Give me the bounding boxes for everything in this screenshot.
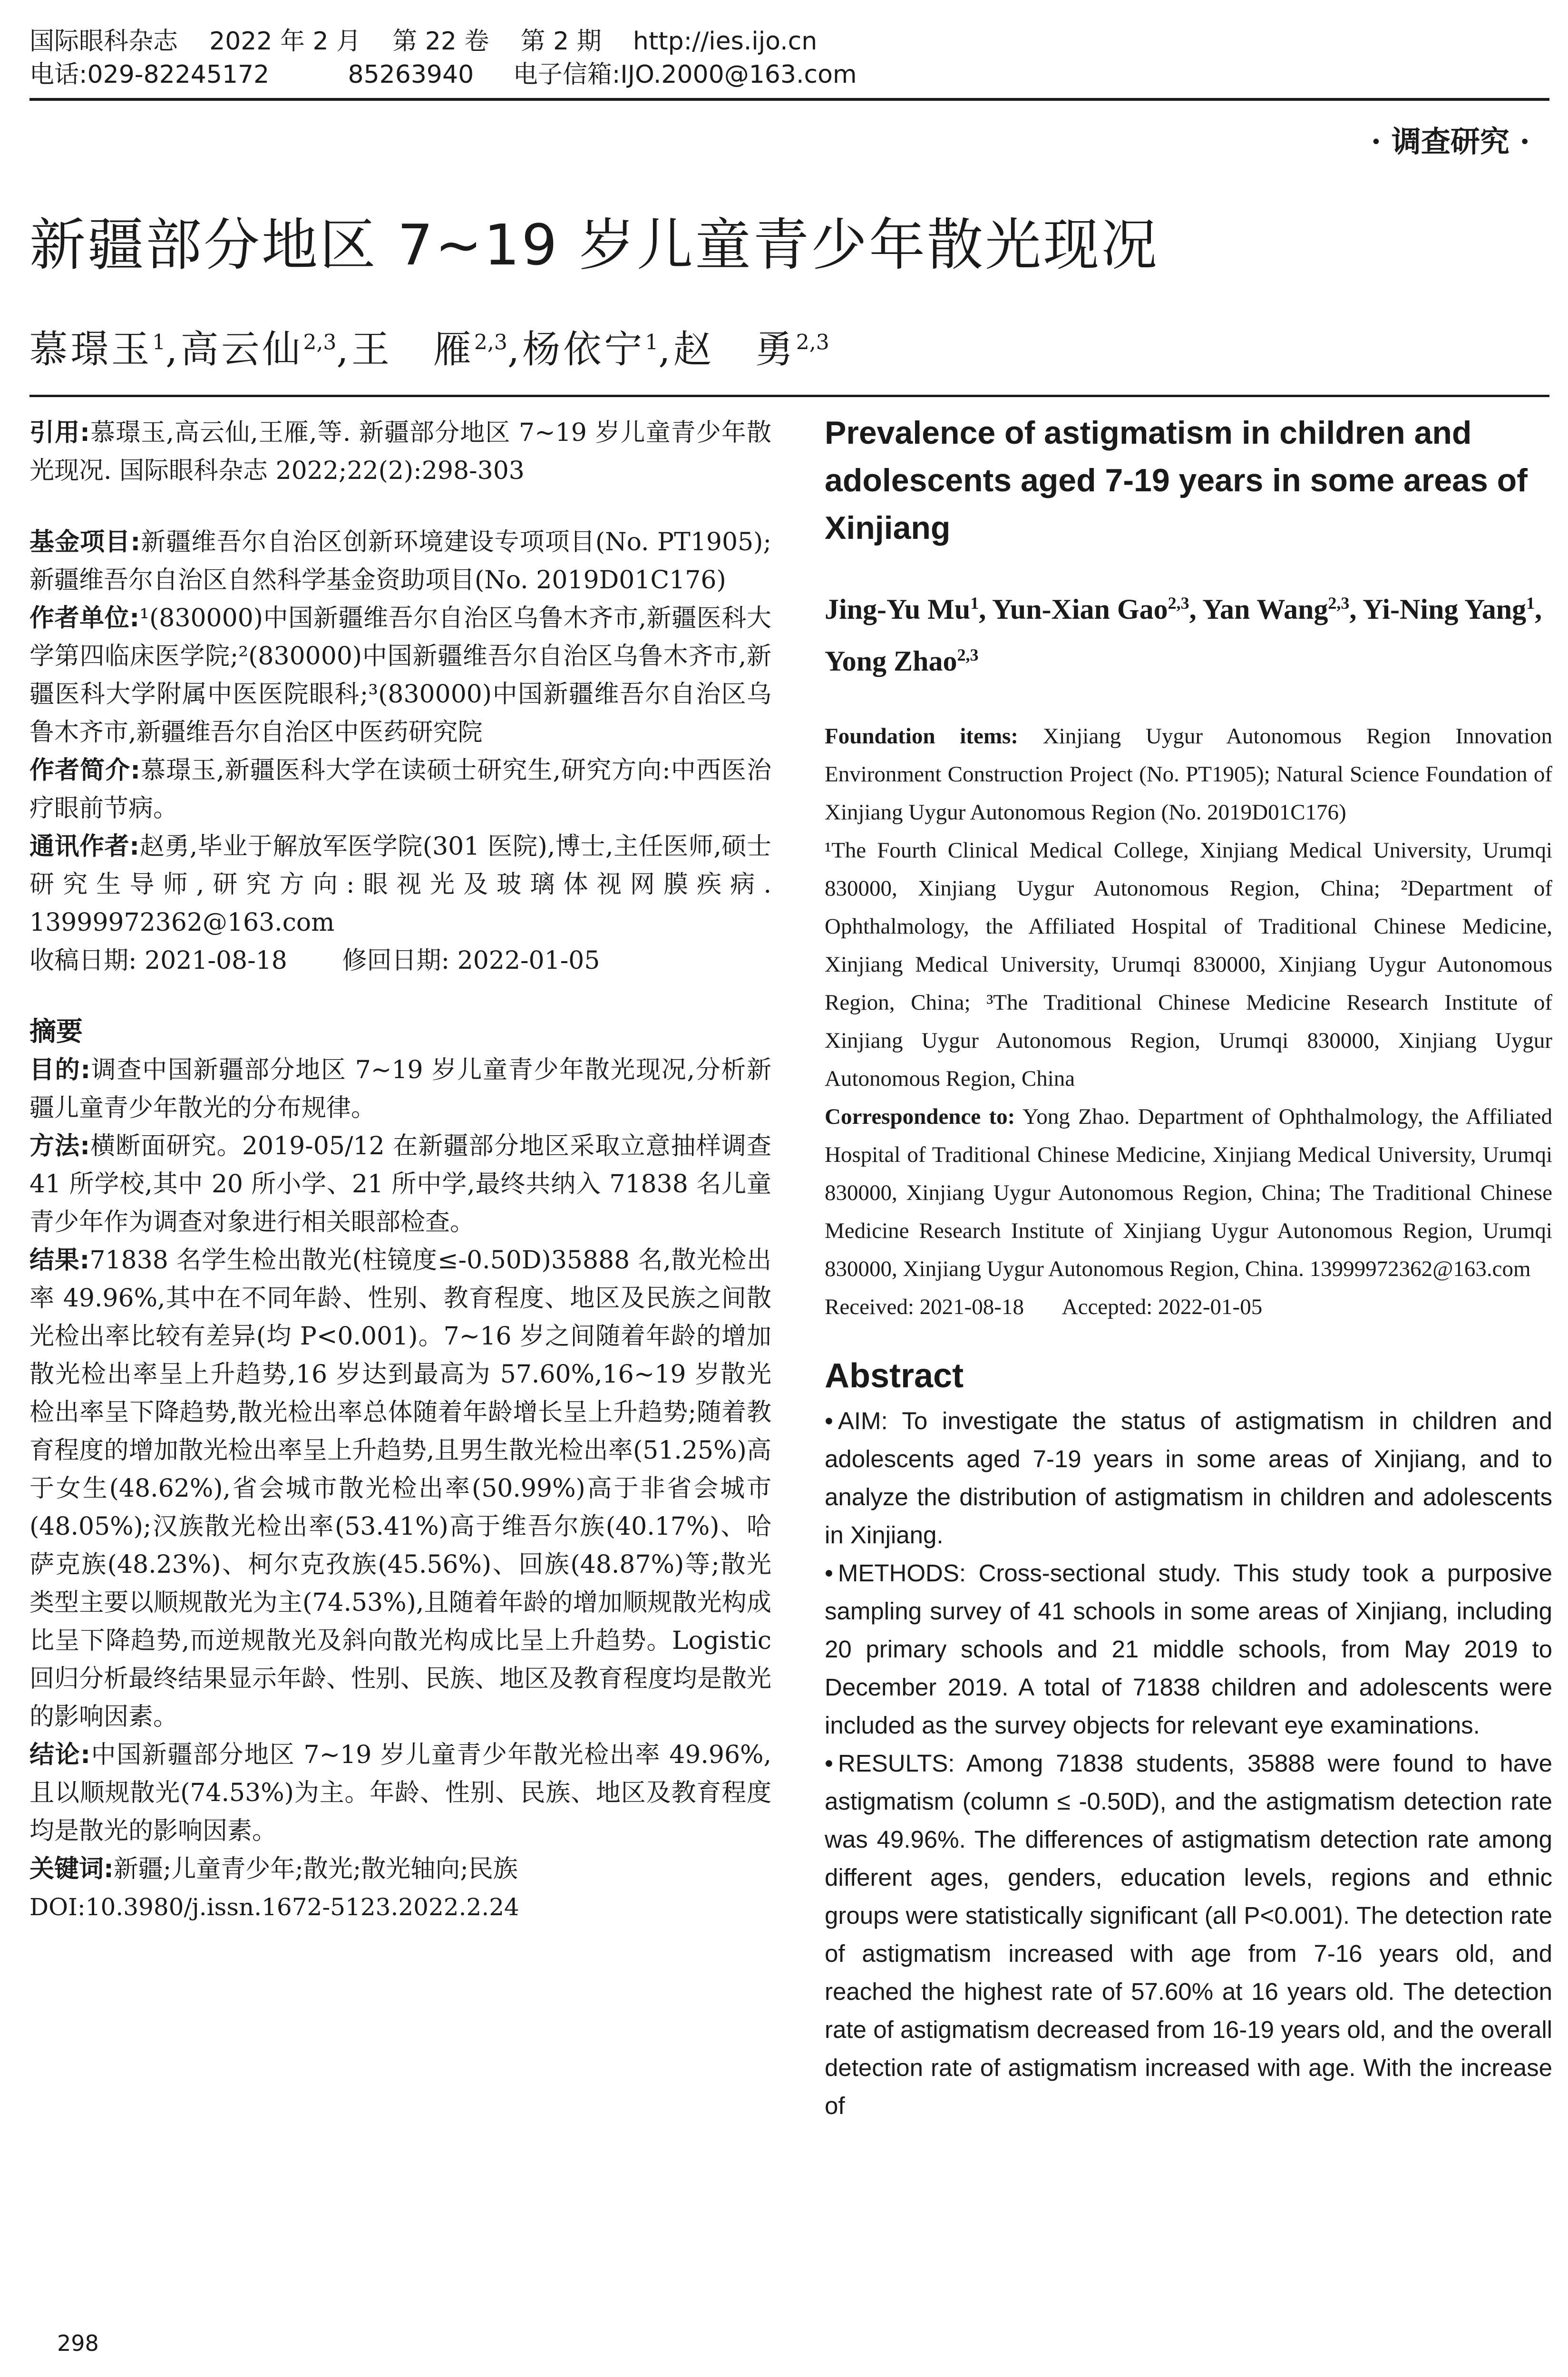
aim-text-cn: 调查中国新疆部分地区 7~19 岁儿童青少年散光现况,分析新疆儿童青少年散光的分布规律。 [29, 1056, 771, 1122]
journal-phone: 电话:029-82245172 [29, 60, 270, 89]
authors-en: Jing-Yu Mu$^1$, Yun-Xian Gao$^{2,3}$, Yan Wang$^{2,3}$, Yi-Ning Yang$^1$, Yong Zhao$^{2,3}$ [825, 594, 1542, 677]
journal-header [29, 25, 1542, 91]
fund-text: 新疆维吾尔自治区创新环境建设专项项目(No. PT1905);新疆维吾尔自治区自然科学基金资助项目(No. 2019D01C176) [29, 528, 771, 594]
author-name: 王 雁 [351, 327, 474, 371]
results-cn [29, 1241, 771, 1736]
author-affiliation: 2,3 [474, 330, 507, 355]
abstract-heading-en: Abstract [825, 1357, 964, 1395]
bullet-icon: • [825, 1407, 833, 1434]
affil-label: 作者单位: [29, 604, 140, 633]
conclusion-label-cn: 结论: [29, 1741, 90, 1769]
abstract-heading-cn: 摘要 [29, 1016, 83, 1047]
received-cn: 收稿日期: 2021-08-18 [29, 946, 287, 975]
corr-label: 通讯作者: [29, 832, 140, 861]
article-title-en: Prevalence of astigmatism in children and adolescents aged 7-19 years in some areas of Xinjiang [825, 415, 1528, 546]
author-affiliation: 2,3 [303, 330, 337, 355]
methods-text-en: Cross-sectional study. This study took a purposive sampling survey of 41 schools in some areas of Xinjiang, including 20 primary schools and 21 middle schools, from May 2019 to December 2019. A total of 71838 children and adolescents were included as the survey objects for relevant eye examinations. [825, 1559, 1552, 1739]
author-affiliation-en: 2,3 [1168, 594, 1189, 613]
author-affiliations [29, 599, 771, 751]
author-name: 杨依宁 [522, 327, 645, 371]
aim-en [825, 1402, 1552, 1554]
corr-label-en: Correspondence to: [825, 1104, 1015, 1129]
right-column [825, 409, 1552, 2125]
affil2-en: ²Department of Ophthalmology, the Affiliated Hospital of Traditional Chinese Medicine, Xinjiang Medical University, Urumqi 830000, Xinjiang Uygur Autonomous Region, China; [825, 876, 1553, 1015]
results-text-en: Among 71838 students, 35888 were found to have astigmatism (column ≤ -0.50D), and the astigmatism detection rate was 49.96%. The differences of astigmatism detection rate among different ages, genders, education levels, regions and ethnic groups were statistically significant (all P<0.001). The detection rate of astigmatism increased with age from 7-16 years old, and reached the highest rate of 57.60% at 16 years old. The detection rate of astigmatism decreased from 16-19 years old, and the overall detection rate of astigmatism increased with age. With the increase of [825, 1750, 1552, 2119]
header-rule [29, 98, 1549, 101]
corresponding-author [29, 828, 771, 942]
author-affiliation-en: 1 [970, 594, 979, 613]
journal-phone-2: 85263940 [348, 60, 474, 89]
author-name-en: Jing-Yu Mu [825, 594, 971, 625]
section-label: · 调查研究 · [1371, 124, 1530, 159]
bullet-icon: • [825, 1750, 833, 1777]
revised-cn: 修回日期: 2022-01-05 [342, 946, 600, 975]
keywords-text-cn: 新疆;儿童青少年;散光;散光轴向;民族 [113, 1855, 518, 1883]
author-bio [29, 751, 771, 828]
author-affiliation: 2,3 [796, 330, 829, 355]
bio-text: 慕璟玉,新疆医科大学在读硕士研究生,研究方向:中西医治疗眼前节病。 [29, 756, 771, 823]
citation-label: 引用: [29, 419, 90, 447]
author-name: 高云仙 [180, 327, 303, 371]
author-name: 赵 勇 [673, 327, 796, 371]
aim-cn [29, 1051, 771, 1127]
author-affiliation-en: 2,3 [957, 645, 979, 664]
bio-label: 作者简介: [29, 756, 141, 785]
title-rule [29, 395, 1549, 397]
methods-en [825, 1554, 1552, 1744]
affil3-en: ³The Traditional Chinese Medicine Research Institute of Xinjiang Uygur Autonomous Region, Urumqi 830000, Xinjiang Uygur Autonomous Region, China [825, 990, 1552, 1091]
header-line-2 [29, 58, 1542, 91]
author-name-en: Yun-Xian Gao [992, 594, 1168, 625]
author-name-en: Yi-Ning Yang [1363, 594, 1527, 625]
aim-label-en: AIM: [838, 1407, 888, 1434]
corr-text: 赵勇,毕业于解放军医学院(301 医院),博士,主任医师,硕士研究生导师,研究方向:眼视光及玻璃体视网膜疾病. 13999972362@163.com [29, 832, 771, 937]
results-label-cn: 结果: [29, 1246, 90, 1275]
fund-info [29, 523, 771, 599]
methods-cn [29, 1127, 771, 1241]
correspondence-en [825, 1098, 1552, 1288]
issue: 第 2 期 [520, 27, 602, 56]
page-number: 298 [57, 2330, 99, 2356]
accepted-en: Accepted: 2022-01-05 [1062, 1295, 1263, 1319]
author-affiliation-en: 1 [1526, 594, 1535, 613]
doi[interactable]: DOI:10.3980/j.issn.1672-5123.2022.2.24 [29, 1893, 519, 1921]
dates-cn [29, 942, 771, 980]
author-affiliation: 1 [645, 330, 659, 355]
dates-en [825, 1288, 1552, 1326]
journal-name: 国际眼科杂志 [29, 27, 178, 56]
conclusion-text-cn: 中国新疆部分地区 7~19 岁儿童青少年散光检出率 49.96%,且以顺规散光(74.53%)为主。年龄、性别、民族、地区及教育程度均是散光的影响因素。 [29, 1741, 772, 1845]
fund-label: 基金项目: [29, 528, 141, 556]
author-name-en: Yan Wang [1202, 594, 1328, 625]
affil-text: ¹(830000)中国新疆维吾尔自治区乌鲁木齐市,新疆医科大学第四临床医学院;²(830000)中国新疆维吾尔自治区乌鲁木齐市,新疆医科大学附属中医医院眼科;³(830000)中国新疆维吾尔自治区乌鲁木齐市,新疆维吾尔自治区中医药研究院 [29, 604, 771, 747]
issue-date: 2022 年 2 月 [209, 27, 361, 56]
received-en: Received: 2021-08-18 [825, 1295, 1024, 1319]
foundation-text-en: Xinjiang Uygur Autonomous Region Innovation Environment Construction Project (No. PT1905); Natural Science Foundation of Xinjiang Uygur Autonomous Region (No. 2019D01C176) [825, 724, 1553, 825]
authors-cn: 慕璟玉$^1$,高云仙$^{2,3}$,王 雁$^{2,3}$,杨依宁$^1$,赵 勇$^{2,3}$ [29, 327, 829, 371]
author-name-en: Yong Zhao [825, 645, 957, 677]
keywords-label-cn: 关键词: [29, 1855, 114, 1883]
methods-label-cn: 方法: [29, 1132, 90, 1160]
header-line-1 [29, 25, 1542, 58]
aim-label-cn: 目的: [29, 1056, 91, 1084]
citation [29, 414, 771, 490]
methods-label-en: METHODS: [838, 1559, 966, 1587]
results-label-en: RESULTS: [838, 1750, 955, 1777]
foundation-label-en: Foundation items: [825, 724, 1018, 749]
results-text-cn: 71838 名学生检出散光(柱镜度≤-0.50D)35888 名,散光检出率 49.96%,其中在不同年龄、性别、教育程度、地区及民族之间散光检出率比较有差异(均 P<0.001)。7~16 岁之间随着年龄的增加散光检出率呈上升趋势,16 岁达到最高为 57.60%,16~19 岁散光检出率呈下降趋势,散光检出率总体随着年龄增长呈上升趋势;随着教育程度的增加散光检出率呈上升趋势,且男生散光检出率(51.25%)高于女生(48.62%),省会城市散光检出率(50.99%)高于非省会城市(48.05%);汉族散光检出率(53.41%)高于维吾尔族(40.17%)、哈萨克族(48.23%)、柯尔克孜族(45.56%)、回族(48.87%)等;散光类型主要以顺规散光为主(74.53%),且随着年龄的增加顺规散光构成比呈下降趋势,而逆规散光及斜向散光构成比呈上升趋势。Logistic 回归分析最终结果显示年龄、性别、民族、地区及教育程度均是散光的影响因素。 [29, 1246, 772, 1731]
conclusion-cn [29, 1736, 771, 1850]
foundation-en [825, 717, 1552, 831]
citation-text: 慕璟玉,高云仙,王雁,等. 新疆部分地区 7~19 岁儿童青少年散光现况. 国际眼科杂志 2022;22(2):298-303 [29, 419, 772, 485]
left-column [29, 414, 771, 1926]
corr-text-en: Yong Zhao. Department of Ophthalmology, the Affiliated Hospital of Traditional Chinese Medicine, Xinjiang Medical University, Urumqi 830000, Xinjiang Uygur Autonomous Region, China; The Traditional Chinese Medicine Research Institute of Xinjiang Uygur Autonomous Region, Urumqi 830000, Xinjiang Uygur Autonomous Region, China. 13999972362@163.com [825, 1104, 1552, 1281]
keywords-cn [29, 1850, 771, 1888]
journal-email: 电子信箱:IJO.2000@163.com [513, 60, 857, 89]
volume: 第 22 卷 [392, 27, 489, 56]
author-affiliation: 1 [152, 330, 166, 355]
aim-text-en: To investigate the status of astigmatism in children and adolescents aged 7-19 years in some areas of Xinjiang, and to analyze the distribution of astigmatism in children and adolescents in Xinjiang. [825, 1407, 1552, 1549]
affil1-en: ¹The Fourth Clinical Medical College, Xinjiang Medical University, Urumqi 830000, Xinjiang Uygur Autonomous Region, China; [825, 838, 1552, 901]
author-affiliation-en: 2,3 [1328, 594, 1350, 613]
journal-url: http://ies.ijo.cn [633, 27, 818, 56]
author-name: 慕璟玉 [29, 327, 152, 371]
bullet-icon: • [825, 1559, 833, 1587]
results-en [825, 1744, 1552, 2125]
affiliations-en [825, 831, 1552, 1098]
article-title-cn: 新疆部分地区 7~19 岁儿童青少年散光现况 [29, 212, 1159, 278]
methods-text-cn: 横断面研究。2019-05/12 在新疆部分地区采取立意抽样调查 41 所学校,其中 20 所小学、21 所中学,最终共纳入 71838 名儿童青少年作为调查对象进行相关眼部检查。 [29, 1132, 772, 1237]
